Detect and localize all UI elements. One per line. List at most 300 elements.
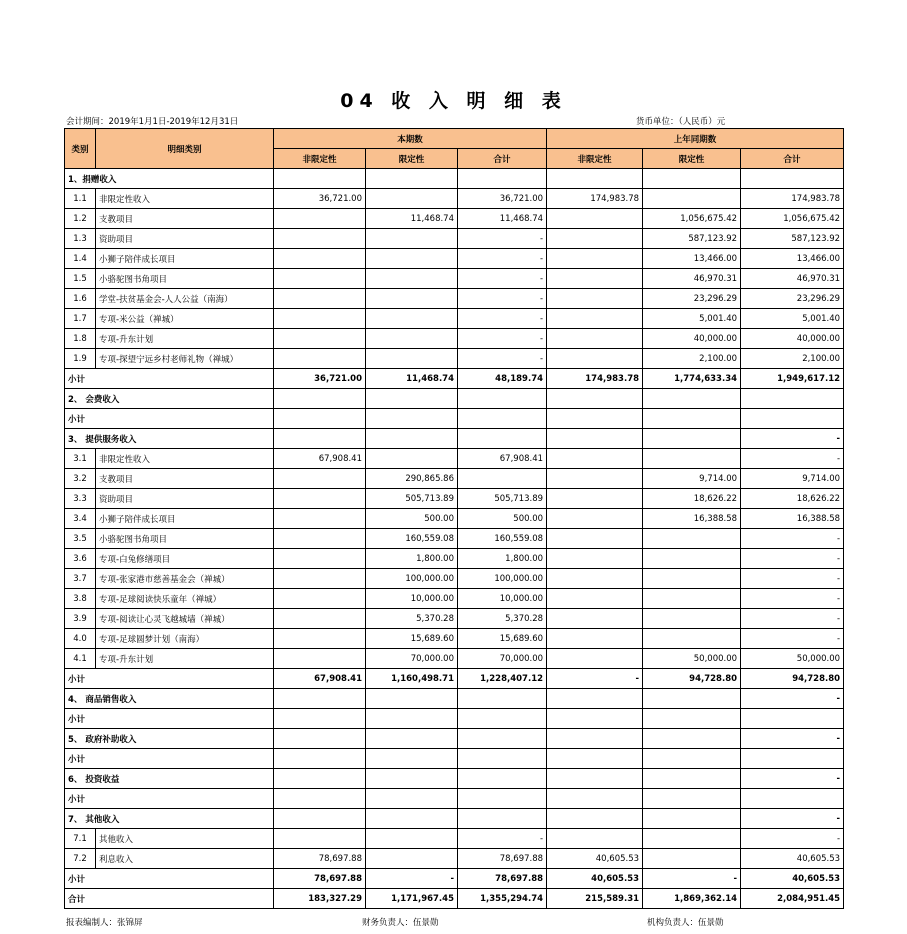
item-code: 1.2 — [65, 209, 96, 229]
subtotal-row — [65, 369, 844, 389]
table-row — [65, 649, 844, 669]
amount-cell — [274, 689, 366, 709]
amount-cell: 13,466.00 — [741, 249, 844, 269]
amount-cell — [547, 349, 643, 369]
amount-cell — [547, 549, 643, 569]
amount-cell — [547, 469, 643, 489]
total-label: 合计 — [65, 889, 274, 909]
amount-cell — [547, 209, 643, 229]
amount-cell: 174,983.78 — [741, 189, 844, 209]
amount-cell: - — [741, 549, 844, 569]
item-code: 1.8 — [65, 329, 96, 349]
amount-cell: 78,697.88 — [274, 869, 366, 889]
item-code: 1.1 — [65, 189, 96, 209]
amount-cell — [366, 729, 458, 749]
amount-cell — [366, 309, 458, 329]
amount-cell — [366, 769, 458, 789]
amount-cell: - — [547, 669, 643, 689]
amount-cell: 1,355,294.74 — [458, 889, 547, 909]
item-label: 专项-阅读让心灵飞越城墙（禅城） — [96, 609, 274, 629]
amount-cell — [366, 409, 458, 429]
amount-cell — [366, 229, 458, 249]
amount-cell — [366, 429, 458, 449]
amount-cell: 11,468.74 — [366, 369, 458, 389]
item-code: 3.9 — [65, 609, 96, 629]
header-col-prior-unrestricted: 非限定性 — [547, 149, 643, 169]
amount-cell — [366, 849, 458, 869]
amount-cell — [366, 189, 458, 209]
amount-cell — [547, 289, 643, 309]
amount-cell: 15,689.60 — [458, 629, 547, 649]
amount-cell — [547, 789, 643, 809]
amount-cell — [643, 549, 741, 569]
amount-cell — [366, 829, 458, 849]
amount-cell — [366, 169, 458, 189]
amount-cell: 11,468.74 — [366, 209, 458, 229]
item-label: 其他收入 — [96, 829, 274, 849]
amount-cell — [547, 169, 643, 189]
amount-cell — [547, 249, 643, 269]
header-col-current-restricted: 限定性 — [366, 149, 458, 169]
amount-cell — [547, 529, 643, 549]
amount-cell — [458, 789, 547, 809]
item-code: 7.1 — [65, 829, 96, 849]
amount-cell: 500.00 — [366, 509, 458, 529]
item-label: 专项-张家港市慈善基金会（禅城） — [96, 569, 274, 589]
amount-cell — [547, 309, 643, 329]
amount-cell — [458, 729, 547, 749]
header-col-current-unrestricted: 非限定性 — [274, 149, 366, 169]
amount-cell: 18,626.22 — [643, 489, 741, 509]
amount-cell — [458, 389, 547, 409]
table-row — [65, 489, 844, 509]
amount-cell — [547, 609, 643, 629]
amount-cell: 290,865.86 — [366, 469, 458, 489]
amount-cell: 500.00 — [458, 509, 547, 529]
header-col-current-total: 合计 — [458, 149, 547, 169]
amount-cell: 50,000.00 — [741, 649, 844, 669]
amount-cell: 78,697.88 — [458, 869, 547, 889]
amount-cell — [741, 409, 844, 429]
amount-cell: 94,728.80 — [643, 669, 741, 689]
amount-cell — [274, 709, 366, 729]
section-label: 7、 其他收入 — [65, 809, 274, 829]
table-row — [65, 289, 844, 309]
section-label: 5、 政府补助收入 — [65, 729, 274, 749]
section-row — [65, 769, 844, 789]
amount-cell — [274, 589, 366, 609]
section-label: 3、 提供服务收入 — [65, 429, 274, 449]
amount-cell — [274, 769, 366, 789]
amount-cell: 15,689.60 — [366, 629, 458, 649]
amount-cell — [643, 529, 741, 549]
amount-cell: 67,908.41 — [274, 669, 366, 689]
amount-cell: 2,084,951.45 — [741, 889, 844, 909]
subtotal-row — [65, 669, 844, 689]
amount-cell: 18,626.22 — [741, 489, 844, 509]
amount-cell: 1,171,967.45 — [366, 889, 458, 909]
amount-cell: 1,949,617.12 — [741, 369, 844, 389]
amount-cell: 587,123.92 — [643, 229, 741, 249]
table-row — [65, 269, 844, 289]
amount-cell: - — [366, 869, 458, 889]
amount-cell: 505,713.89 — [458, 489, 547, 509]
amount-cell: 50,000.00 — [643, 649, 741, 669]
amount-cell — [547, 589, 643, 609]
amount-cell — [547, 689, 643, 709]
amount-cell — [547, 329, 643, 349]
item-label: 非限定性收入 — [96, 189, 274, 209]
item-code: 1.5 — [65, 269, 96, 289]
amount-cell: 10,000.00 — [366, 589, 458, 609]
item-code: 3.4 — [65, 509, 96, 529]
amount-cell — [274, 509, 366, 529]
amount-cell: 40,605.53 — [547, 849, 643, 869]
item-code: 3.8 — [65, 589, 96, 609]
subtotal-row — [65, 869, 844, 889]
amount-cell — [643, 689, 741, 709]
table-row — [65, 629, 844, 649]
table-row — [65, 189, 844, 209]
amount-cell — [547, 749, 643, 769]
amount-cell: 46,970.31 — [741, 269, 844, 289]
amount-cell: 67,908.41 — [458, 449, 547, 469]
table-row — [65, 229, 844, 249]
amount-cell — [547, 629, 643, 649]
subtotal-row — [65, 789, 844, 809]
item-label: 小狮子陪伴成长项目 — [96, 249, 274, 269]
item-code: 1.4 — [65, 249, 96, 269]
amount-cell: 48,189.74 — [458, 369, 547, 389]
amount-cell — [643, 769, 741, 789]
amount-cell: - — [643, 869, 741, 889]
amount-cell: - — [458, 249, 547, 269]
header-current-period: 本期数 — [274, 129, 547, 149]
section-label: 6、 投资收益 — [65, 769, 274, 789]
amount-cell — [366, 329, 458, 349]
item-label: 资助项目 — [96, 229, 274, 249]
item-code: 4.0 — [65, 629, 96, 649]
table-body — [65, 169, 844, 909]
item-label: 利息收入 — [96, 849, 274, 869]
item-code: 3.1 — [65, 449, 96, 469]
item-code: 1.7 — [65, 309, 96, 329]
amount-cell — [458, 769, 547, 789]
amount-cell — [366, 809, 458, 829]
amount-cell: 1,800.00 — [458, 549, 547, 569]
amount-cell — [458, 169, 547, 189]
amount-cell: 5,001.40 — [643, 309, 741, 329]
total-row — [65, 889, 844, 909]
subtotal-label: 小计 — [65, 749, 274, 769]
amount-cell — [366, 449, 458, 469]
table-row — [65, 509, 844, 529]
amount-cell: 100,000.00 — [366, 569, 458, 589]
amount-cell — [547, 389, 643, 409]
amount-cell — [274, 429, 366, 449]
amount-cell: 160,559.08 — [366, 529, 458, 549]
amount-cell — [366, 749, 458, 769]
amount-cell — [547, 709, 643, 729]
item-label: 专项-探望宁远乡村老师礼物（禅城） — [96, 349, 274, 369]
amount-cell: 40,605.53 — [741, 869, 844, 889]
header-col-prior-restricted: 限定性 — [643, 149, 741, 169]
subtotal-label: 小计 — [65, 669, 274, 689]
item-label: 学堂-扶贫基金会-人人公益（南海） — [96, 289, 274, 309]
amount-cell — [458, 469, 547, 489]
amount-cell: 5,370.28 — [458, 609, 547, 629]
amount-cell — [547, 649, 643, 669]
amount-cell: 505,713.89 — [366, 489, 458, 509]
amount-cell: 40,605.53 — [547, 869, 643, 889]
amount-cell — [458, 689, 547, 709]
subtotal-label: 小计 — [65, 709, 274, 729]
amount-cell: - — [741, 769, 844, 789]
header-prior-period: 上年同期数 — [547, 129, 844, 149]
amount-cell — [643, 169, 741, 189]
item-code: 4.1 — [65, 649, 96, 669]
section-label: 4、 商品销售收入 — [65, 689, 274, 709]
item-label: 专项-白兔修缮项目 — [96, 549, 274, 569]
amount-cell: 23,296.29 — [741, 289, 844, 309]
section-row — [65, 729, 844, 749]
amount-cell — [366, 269, 458, 289]
table-row — [65, 349, 844, 369]
amount-cell: - — [741, 429, 844, 449]
amount-cell: 36,721.00 — [274, 189, 366, 209]
amount-cell — [643, 449, 741, 469]
subtotal-label: 小计 — [65, 409, 274, 429]
amount-cell — [547, 269, 643, 289]
amount-cell: 5,001.40 — [741, 309, 844, 329]
amount-cell: - — [458, 329, 547, 349]
section-row — [65, 169, 844, 189]
amount-cell: 174,983.78 — [547, 189, 643, 209]
amount-cell — [274, 389, 366, 409]
amount-cell — [366, 349, 458, 369]
section-row — [65, 389, 844, 409]
amount-cell: 1,800.00 — [366, 549, 458, 569]
amount-cell — [366, 689, 458, 709]
item-label: 专项-米公益（禅城） — [96, 309, 274, 329]
amount-cell: 70,000.00 — [366, 649, 458, 669]
amount-cell — [274, 469, 366, 489]
item-code: 1.3 — [65, 229, 96, 249]
subtotal-row — [65, 709, 844, 729]
amount-cell — [274, 549, 366, 569]
amount-cell — [547, 509, 643, 529]
header-category: 类别 — [65, 129, 96, 169]
amount-cell: 1,228,407.12 — [458, 669, 547, 689]
amount-cell: 40,605.53 — [741, 849, 844, 869]
amount-cell — [547, 489, 643, 509]
amount-cell — [643, 849, 741, 869]
item-label: 小骆驼图书角项目 — [96, 529, 274, 549]
amount-cell — [274, 329, 366, 349]
amount-cell — [458, 429, 547, 449]
amount-cell — [741, 749, 844, 769]
amount-cell: - — [458, 289, 547, 309]
item-label: 专项-足球圆梦计划（南海） — [96, 629, 274, 649]
section-row — [65, 689, 844, 709]
amount-cell — [274, 249, 366, 269]
footer-finance-head: 财务负责人：伍景勋 — [362, 918, 439, 928]
amount-cell — [274, 649, 366, 669]
amount-cell — [366, 249, 458, 269]
amount-cell: - — [741, 629, 844, 649]
footer-organization-head: 机构负责人：伍景勋 — [647, 918, 724, 928]
amount-cell: 16,388.58 — [643, 509, 741, 529]
amount-cell: - — [741, 569, 844, 589]
amount-cell — [643, 749, 741, 769]
amount-cell — [274, 229, 366, 249]
section-row — [65, 429, 844, 449]
amount-cell — [547, 429, 643, 449]
amount-cell — [643, 629, 741, 649]
amount-cell: 1,056,675.42 — [643, 209, 741, 229]
amount-cell: 1,056,675.42 — [741, 209, 844, 229]
amount-cell: 70,000.00 — [458, 649, 547, 669]
table-row — [65, 449, 844, 469]
amount-cell — [274, 489, 366, 509]
subtotal-label: 小计 — [65, 869, 274, 889]
section-label: 1、捐赠收入 — [65, 169, 274, 189]
amount-cell: 78,697.88 — [458, 849, 547, 869]
amount-cell: 11,468.74 — [458, 209, 547, 229]
amount-cell — [547, 449, 643, 469]
amount-cell — [643, 809, 741, 829]
amount-cell: 94,728.80 — [741, 669, 844, 689]
amount-cell — [547, 569, 643, 589]
amount-cell — [274, 349, 366, 369]
amount-cell: 1,869,362.14 — [643, 889, 741, 909]
table-row — [65, 249, 844, 269]
amount-cell: 23,296.29 — [643, 289, 741, 309]
amount-cell: - — [741, 829, 844, 849]
amount-cell — [741, 709, 844, 729]
item-code: 3.3 — [65, 489, 96, 509]
section-label: 2、 会费收入 — [65, 389, 274, 409]
amount-cell: 1,160,498.71 — [366, 669, 458, 689]
amount-cell — [274, 569, 366, 589]
amount-cell: 9,714.00 — [741, 469, 844, 489]
amount-cell — [643, 709, 741, 729]
amount-cell — [741, 169, 844, 189]
amount-cell — [547, 409, 643, 429]
item-label: 小骆驼图书角项目 — [96, 269, 274, 289]
amount-cell: 174,983.78 — [547, 369, 643, 389]
amount-cell — [366, 289, 458, 309]
amount-cell — [547, 829, 643, 849]
amount-cell: - — [458, 269, 547, 289]
page-title: 04 收 入 明 细 表 — [340, 90, 567, 112]
item-label: 非限定性收入 — [96, 449, 274, 469]
amount-cell — [366, 789, 458, 809]
item-label: 支教项目 — [96, 209, 274, 229]
amount-cell — [643, 429, 741, 449]
amount-cell — [741, 789, 844, 809]
amount-cell — [643, 409, 741, 429]
income-detail-table — [64, 128, 844, 909]
amount-cell: 100,000.00 — [458, 569, 547, 589]
amount-cell — [274, 309, 366, 329]
subtotal-label: 小计 — [65, 789, 274, 809]
item-code: 1.6 — [65, 289, 96, 309]
item-code: 3.7 — [65, 569, 96, 589]
item-code: 3.6 — [65, 549, 96, 569]
item-label: 资助项目 — [96, 489, 274, 509]
amount-cell: 40,000.00 — [643, 329, 741, 349]
amount-cell — [366, 389, 458, 409]
amount-cell: - — [741, 689, 844, 709]
amount-cell: 46,970.31 — [643, 269, 741, 289]
subtotal-row — [65, 749, 844, 769]
header-col-prior-total: 合计 — [741, 149, 844, 169]
amount-cell: 2,100.00 — [741, 349, 844, 369]
table-row — [65, 209, 844, 229]
amount-cell — [274, 409, 366, 429]
amount-cell: 40,000.00 — [741, 329, 844, 349]
amount-cell — [547, 809, 643, 829]
table-row — [65, 309, 844, 329]
amount-cell: 36,721.00 — [458, 189, 547, 209]
amount-cell: - — [741, 449, 844, 469]
amount-cell — [741, 389, 844, 409]
amount-cell: 160,559.08 — [458, 529, 547, 549]
item-label: 支教项目 — [96, 469, 274, 489]
amount-cell: - — [458, 349, 547, 369]
amount-cell — [274, 269, 366, 289]
table-row — [65, 329, 844, 349]
amount-cell: - — [741, 529, 844, 549]
amount-cell — [458, 409, 547, 429]
amount-cell: - — [458, 229, 547, 249]
amount-cell — [274, 809, 366, 829]
amount-cell: 36,721.00 — [274, 369, 366, 389]
item-code: 3.5 — [65, 529, 96, 549]
table-row — [65, 529, 844, 549]
amount-cell — [643, 789, 741, 809]
amount-cell — [274, 529, 366, 549]
amount-cell — [643, 609, 741, 629]
amount-cell: 215,589.31 — [547, 889, 643, 909]
amount-cell: 587,123.92 — [741, 229, 844, 249]
amount-cell: - — [741, 609, 844, 629]
amount-cell — [643, 569, 741, 589]
table-row — [65, 589, 844, 609]
amount-cell: - — [741, 809, 844, 829]
amount-cell — [366, 709, 458, 729]
amount-cell: 2,100.00 — [643, 349, 741, 369]
amount-cell: - — [458, 309, 547, 329]
amount-cell: 16,388.58 — [741, 509, 844, 529]
footer-preparer: 报表编制人：张锦屏 — [66, 918, 143, 928]
amount-cell: - — [741, 589, 844, 609]
amount-cell — [274, 789, 366, 809]
table-row — [65, 549, 844, 569]
amount-cell — [643, 729, 741, 749]
amount-cell: - — [458, 829, 547, 849]
accounting-period: 会计期间：2019年1月1日-2019年12月31日 — [66, 117, 239, 127]
item-code: 1.9 — [65, 349, 96, 369]
amount-cell: 1,774,633.34 — [643, 369, 741, 389]
item-label: 专项-升东计划 — [96, 329, 274, 349]
item-label: 小狮子陪伴成长项目 — [96, 509, 274, 529]
amount-cell — [274, 609, 366, 629]
subtotal-label: 小计 — [65, 369, 274, 389]
amount-cell — [643, 829, 741, 849]
item-label: 专项-升东计划 — [96, 649, 274, 669]
